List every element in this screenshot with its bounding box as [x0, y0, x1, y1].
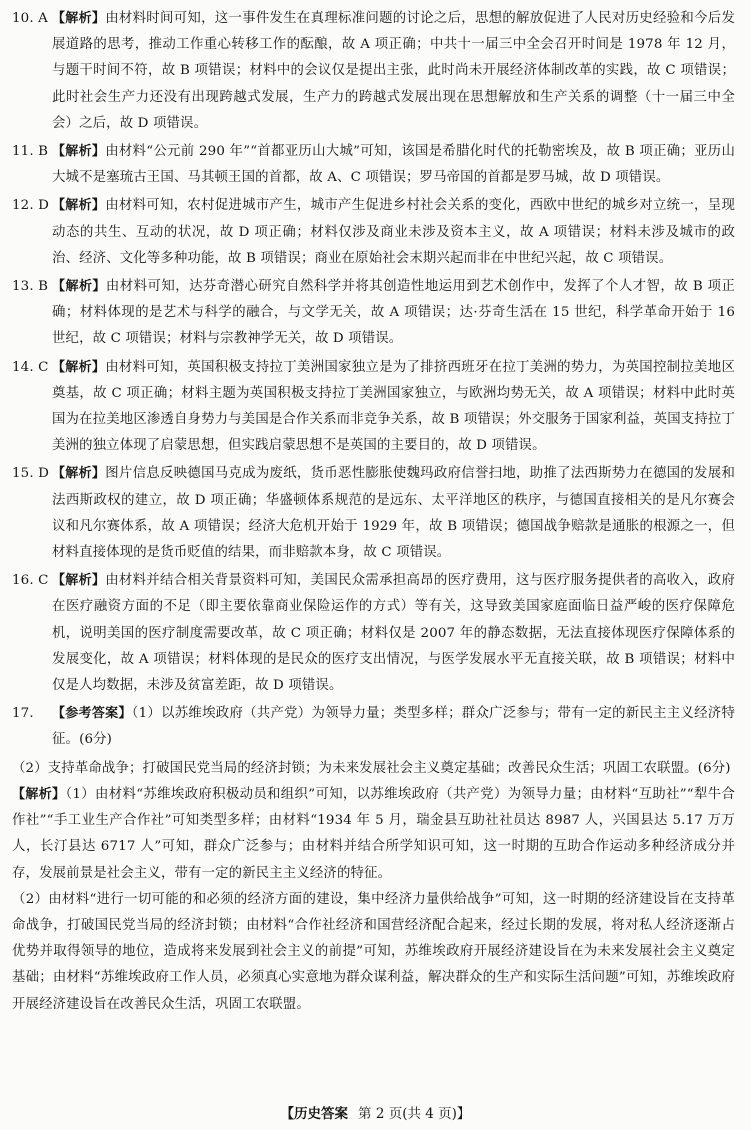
analysis-text: 由材料可知，达芬奇潜心研究自然科学并将其创造性地运用到艺术创作中，发挥了个人才智，故 B 项正确；材料体现的是艺术与科学的融合，与文学无关，故 A 项错误；达·芬奇生活在 15 世纪，科学革命开始于 16 世纪，故 C 项错误；材料与宗教神学无关，故 D 项错误。 — [52, 279, 735, 347]
analysis-tag: 【解析】 — [52, 11, 106, 26]
analysis-text: 图片信息反映德国马克成为废纸，货币恶性膨胀使魏玛政府信誉扫地，助推了法西斯势力在德国的发展和法西斯政权的建立，故 D 项正确；华盛顿体系规范的是远东、太平洋地区的秩序，与德国直接相关的是凡尔赛会议和凡尔赛体系，故 A 项错误；经济大危机开始于 1929 年，故 B 项错误；德国战争赔款是通胀的根源之一，但材料直接体现的是货币贬值的结果，而非赔款本身，故 C 项错误。 — [52, 466, 735, 561]
analysis-text: 由材料并结合相关背景资料可知，美国民众需承担高昂的医疗费用，这与医疗服务提供者的高收入，政府在医疗融资方面的不足（即主要依靠商业保险运作的方式）等有关，这导致美国家庭面临日益严峻的医疗保障危机，说明美国的医疗制度需要改革，故 C 项正确；材料仅是 2007 年的静态数据，无法直接体现医疗保障体系的发展变化，故 A 项错误；材料体现的是民众的医疗支出情况，与医学发展水平无直接关联，故 B 项错误；材料中仅是人均数据，未涉及贫富差距，故 D 项错误。 — [52, 573, 735, 694]
question-number: 17. — [12, 706, 34, 722]
question-number: 13. B — [12, 279, 49, 295]
question-number: 16. C — [12, 573, 49, 589]
analysis-text: 由材料可知，农村促进城市产生，城市产生促进乡村社会关系的变化，西欧中世纪的城乡对立统一，呈现动态的共生、互动的状况，故 D 项正确；材料仅涉及商业未涉及资本主义，故 A 项错误；材料未涉及城市的政治、经济、文化等多种功能，故 B 项错误；商业在原始社会末期兴起而非在中世纪兴起，故 C 项错误。 — [52, 198, 735, 266]
analysis-text: 由材料可知，英国积极支持拉丁美洲国家独立是为了排挤西班牙在拉丁美洲的势力，为英国控制拉美地区奠基，故 C 项正确；材料主题为英国积极支持拉丁美洲国家独立，与欧洲均势无关，故 A 项错误；材料中此时英国为在拉美地区渗透自身势力与美国是合作关系而非竞争关系，故 B 项错误；外交服务于国家利益，英国支持拉丁美洲的独立体现了启蒙思想，但实践启蒙思想不是英国的主要目的，故 D 项错误。 — [52, 359, 735, 454]
answer-item-12 — [12, 193, 735, 272]
reference-answer-tag: 【参考答案】 — [52, 706, 132, 722]
answer-item-14 — [12, 355, 735, 460]
analysis-part-2: （2）由材料“进行一切可能的和必须的经济方面的建设，集中经济力量供给战争”可知，这一时期的经济建设旨在支持革命战争，打破国民党当局的经济封锁；由材料“合作社经济和国营经济配合起来，经过长期的发展，将对私人经济逐渐占优势并取得领导的地位，造成将来发展到社会主义的前提”可知，苏维埃政府开展经济建设旨在为未来发展社会主义奠定基础；由材料“苏维埃政府工作人员，必须真心实意地为群众谋利益，解决群众的生产和实际生活问题”可知，苏维埃政府开展经济建设旨在改善民众生活，巩固工农联盟。 — [12, 891, 735, 1012]
analysis-tag: 【解析】 — [52, 198, 106, 214]
question-number: 11. B — [12, 144, 49, 160]
analysis-tag: 【解析】 — [52, 279, 106, 295]
analysis-tag: 【解析】 — [52, 144, 106, 160]
answer-item-11 — [12, 139, 735, 191]
analysis-part-1: （1）由材料“苏维埃政府积极动员和组织”可知，以苏维埃政府（共产党）为领导力量；由材料“互助社”“犁牛合作社”“手工业生产合作社”可知类型多样；由材料“1934 年 5 月，瑞金县互助社社员达 8987 人，兴国县达 5.17 万万人，长汀县达 6717 人”可知，群众广泛参与；由材料并结合所学知识可知，这一时期的互助合作运动多种经济成分并存，发展前景是社会主义，带有一定的新民主主义经济的特征。 — [12, 786, 735, 881]
footer-title: 【历史答案 — [280, 1106, 349, 1122]
question-number: 15. D — [12, 466, 50, 482]
analysis-text: 由材料时间可知，这一事件发生在真理标准问题的讨论之后，思想的解放促进了人民对历史经验和今后发展道路的思考，推动工作重心转移工作的酝酿，故 A 项正确；中共十一届三中全会召开时间是 1978 年 12 月，与题干时间不符，故 B 项错误；材料中的会议仅是提出主张，此时尚未开展经济体制改革的实践，故 C 项错误；此时社会生产力还没有出现跨越式发展，生产力的跨越式发展出现在思想解放和生产关系的调整（十一届三中全会）之后，故 D 项错误。 — [52, 11, 735, 131]
analysis-tag: 【解析】 — [52, 466, 106, 482]
page-number: 第 2 页(共 4 页)】 — [358, 1106, 471, 1122]
question-number: 10. A — [12, 11, 48, 26]
reference-answer-part-2: （2）支持革命战争；打破国民党当局的经济封锁；为未来发展社会主义奠定基础；改善民众生活；巩固工农联盟。(6分) — [12, 760, 731, 776]
answer-item-10 — [12, 6, 735, 137]
analysis-tag: 【解析】 — [12, 786, 66, 802]
analysis-tag: 【解析】 — [52, 573, 106, 589]
answer-item-15 — [12, 461, 735, 566]
page-footer — [0, 1102, 751, 1122]
question-number: 12. D — [12, 198, 50, 214]
answer-item-13 — [12, 274, 735, 353]
analysis-text: 由材料“公元前 290 年”“首都亚历山大城”可知，该国是希腊化时代的托勒密埃及，故 B 项正确；亚历山大城不是塞琉古王国、马其顿王国的首都，故 A、C 项错误；罗马帝国的首都是罗马城，故 D 项错误。 — [52, 144, 736, 186]
answer-item-17 — [12, 701, 735, 753]
reference-answer-part-1: （1）以苏维埃政府（共产党）为领导力量；类型多样；群众广泛参与；带有一定的新民主主义经济特征。(6分) — [52, 706, 735, 748]
question-number: 14. C — [12, 359, 49, 375]
analysis-tag: 【解析】 — [52, 359, 106, 375]
answer-item-16 — [12, 568, 735, 699]
